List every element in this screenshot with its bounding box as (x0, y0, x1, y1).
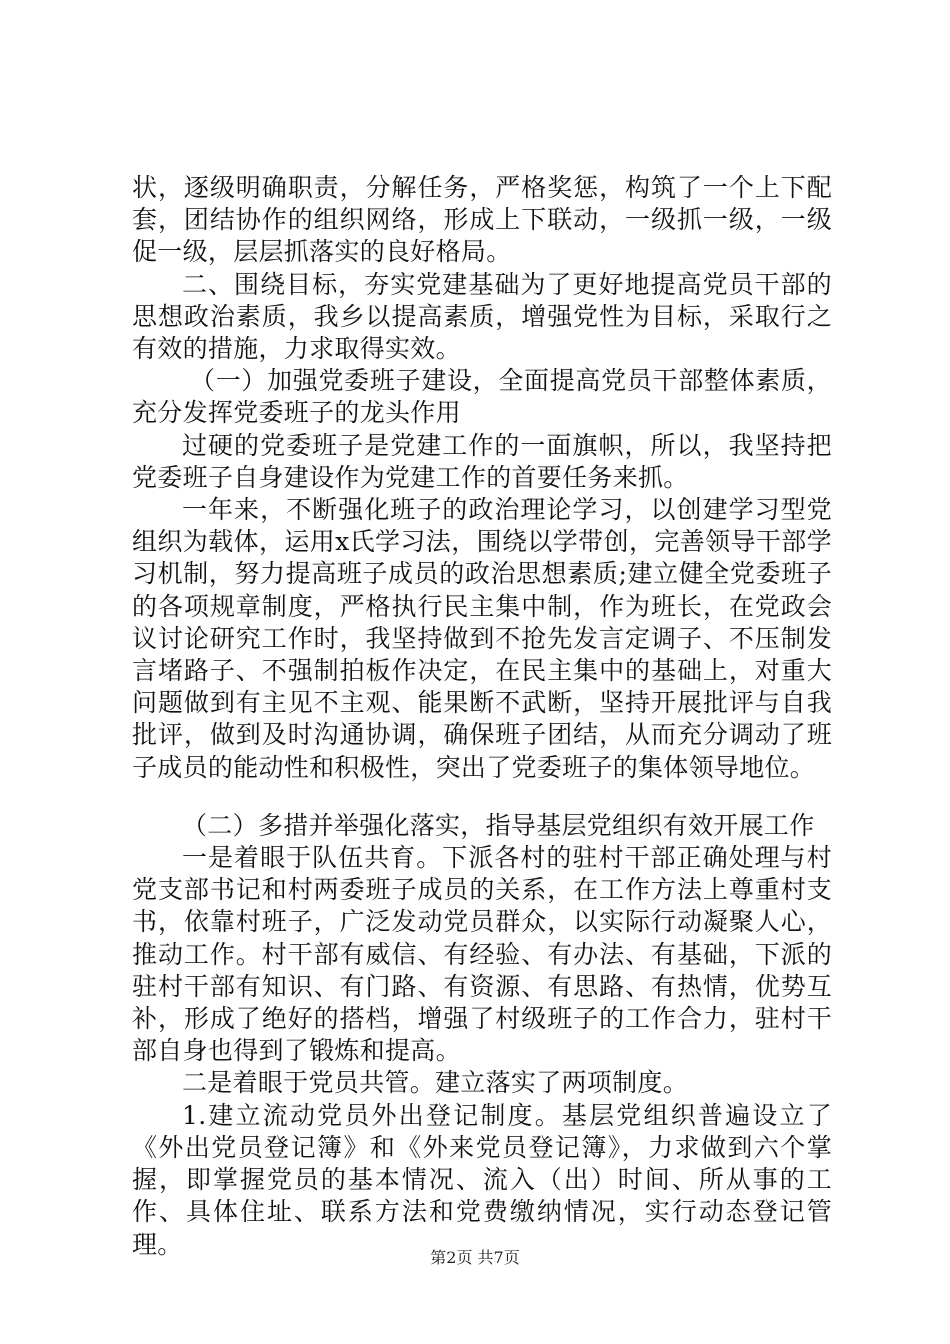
paragraph-team-building: 一是着眼于队伍共育。下派各村的驻村干部正确处理与村党支部书记和村两委班子成员的关系，在工作方法上尊重村支书，依靠村班子，广泛发动党员群众，以实际行动凝聚人心，推动工作。村干部有威信、有经验、有办法、有基础，下派的驻村干部有知识、有门路、有资源、有思路、有热情，优势互补，形成了绝好的搭档，增强了村级班子的工作合力，驻村干部自身也得到了锻炼和提高。 (132, 843, 832, 1066)
paragraph-continuation: 状，逐级明确职责，分解任务，严格奖惩，构筑了一个上下配套，团结协作的组织网络，形成上下联动，一级抓一级，一级促一级，层层抓落实的良好格局。 (132, 173, 832, 267)
paragraph-section-two-heading: 二、围绕目标，夯实党建基础为了更好地提高党员干部的思想政治素质，我乡以提高素质，增强党性为目标，采取行之有效的措施，力求取得实效。 (132, 269, 832, 364)
paragraph-party-committee: 过硬的党委班子是党建工作的一面旗帜，所以，我坚持把党委班子自身建设作为党建工作的首要任务来抓。 (132, 430, 832, 492)
paragraph-registration-system: 1.建立流动党员外出登记制度。基层党组织普遍设立了《外出党员登记簿》和《外来党员登记簿》，力求做到六个掌握，即掌握党员的基本情况、流入（出）时间、所从事的工作、具体住址、联系方法和党费缴纳情况，实行动态登记管理。 (132, 1100, 832, 1259)
paragraph-subsection-one-heading: （一）加强党委班子建设，全面提高党员干部整体素质，充分发挥党委班子的龙头作用 (132, 366, 832, 428)
page-number-footer: 第2页 共7页 (430, 1248, 520, 1267)
document-body (132, 172, 832, 1261)
paragraph-subsection-two-heading: （二）多措并举强化落实，指导基层党组织有效开展工作 (182, 810, 815, 840)
paragraph-year-review: 一年来，不断强化班子的政治理论学习，以创建学习型党组织为载体，运用x氏学习法，围绕以学带创，完善领导干部学习机制，努力提高班子成员的政治思想素质;建立健全党委班子的各项规章制度，严格执行民主集中制，作为班长，在党政会议讨论研究工作时，我坚持做到不抢先发言定调子、不压制发言堵路子、不强制拍板作决定，在民主集中的基础上，对重大问题做到有主见不主观、能果断不武断，坚持开展批评与自我批评，做到及时沟通协调，确保班子团结，从而充分调动了班子成员的能动性和积极性，突出了党委班子的集体领导地位。 (132, 495, 832, 782)
paragraph-member-management: 二是着眼于党员共管。建立落实了两项制度。 (182, 1068, 689, 1098)
